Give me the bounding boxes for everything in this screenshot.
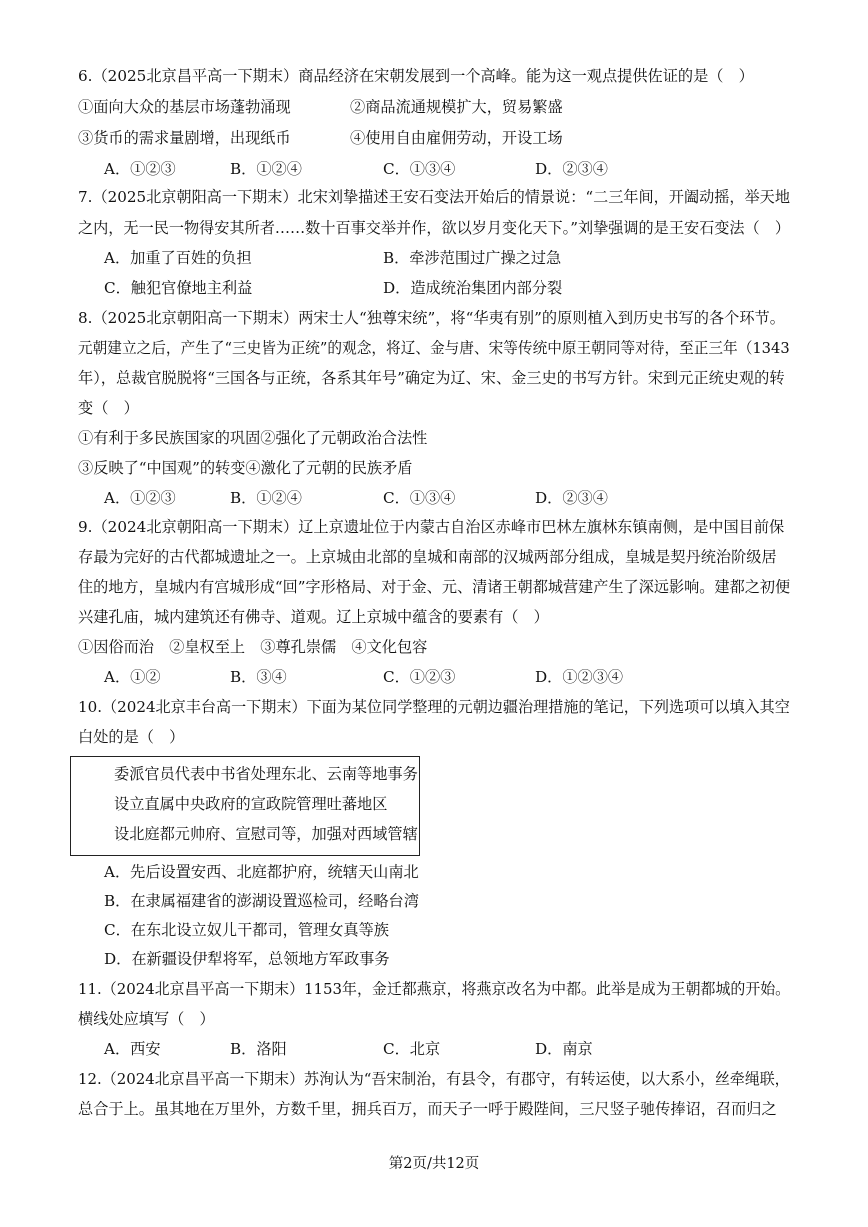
q12-stem-line-2: 总合于上。虽其地在万里外，方数千里，拥兵百万，而天子一呼于殿陛间，三尺竖子驰传捧诏，召而归之: [78, 1100, 777, 1118]
q9-items: ①因俗而治 ②皇权至上 ③尊孔崇儒 ④文化包容: [78, 638, 428, 656]
q8-option-c[interactable]: C．①③④: [383, 489, 456, 507]
q7-option-c[interactable]: C．触犯官僚地主利益: [104, 279, 253, 297]
q6-item-3: ③货币的需求量剧增，出现纸币: [78, 129, 291, 147]
q9-stem-line-2: 存最为完好的古代都城遗址之一。上京城由北部的皇城和南部的汉城两部分组成，皇城是契丹统治阶级居: [78, 548, 777, 566]
q11-option-b[interactable]: B．洛阳: [230, 1040, 287, 1058]
q6-stem: 6.（2025北京昌平高一下期末）商品经济在宋朝发展到一个高峰。能为这一观点提供佐证的是（ ）: [78, 67, 754, 85]
q8-option-b[interactable]: B．①②④: [230, 489, 302, 507]
q10-stem-line-2: 白处的是（ ）: [78, 728, 185, 746]
q10-option-a[interactable]: A．先后设置安西、北庭都护府，统辖天山南北: [104, 863, 419, 881]
q9-option-a[interactable]: A．①②: [104, 668, 161, 686]
q6-option-a[interactable]: A．①②③: [104, 160, 176, 178]
q10-note-3: 设北庭都元帅府、宣慰司等，加强对西域管辖: [114, 825, 418, 843]
q10-note-2: 设立直属中央政府的宣政院管理吐蕃地区: [114, 795, 388, 813]
q12-stem-line-1: 12.（2024北京昌平高一下期末）苏洵认为“吾宋制治，有县令，有郡守，有转运使，以大系小，丝牵绳联，: [78, 1070, 790, 1088]
q9-option-b[interactable]: B．③④: [230, 668, 287, 686]
q11-stem-line-1: 11.（2024北京昌平高一下期末）1153年，金迁都燕京，将燕京改名为中都。此举是成为王朝都城的开始。: [78, 980, 791, 998]
q7-stem-line-2: 之内，无一民一物得安其所者……数十百事交举并作，欲以岁月变化天下。”刘挚强调的是王安石变法（ ）: [78, 219, 790, 237]
q8-option-a[interactable]: A．①②③: [104, 489, 176, 507]
q6-option-b[interactable]: B．①②④: [230, 160, 302, 178]
q7-option-d[interactable]: D．造成统治集团内部分裂: [383, 279, 563, 297]
q11-stem-line-2: 横线处应填写（ ）: [78, 1010, 215, 1028]
q8-items-line-2: ③反映了“中国观”的转变④激化了元朝的民族矛盾: [78, 459, 413, 477]
q8-stem-line-2: 元朝建立之后，产生了“三史皆为正统”的观念，将辽、金与唐、宋等传统中原王朝同等对待，至正三年（1343: [78, 339, 790, 357]
page-number: 第2页/共12页: [388, 1156, 480, 1172]
q10-option-b[interactable]: B．在隶属福建省的澎湖设置巡检司，经略台湾: [104, 892, 419, 910]
q10-note-1: 委派官员代表中书省处理东北、云南等地事务: [114, 765, 418, 783]
q7-option-a[interactable]: A．加重了百姓的负担: [104, 249, 252, 267]
q7-stem-line-1: 7.（2025北京朝阳高一下期末）北宋刘挚描述王安石变法开始后的情景说：“二三年间，开阖动摇，举天地: [78, 188, 790, 206]
q9-option-d[interactable]: D．①②③④: [535, 668, 624, 686]
q8-option-d[interactable]: D．②③④: [535, 489, 608, 507]
q8-stem-line-1: 8.（2025北京朝阳高一下期末）两宋士人“独尊宋统”，将“华夷有别”的原则植入到历史书写的各个环节。: [78, 309, 785, 327]
q8-items-line-1: ①有利于多民族国家的巩固②强化了元朝政治合法性: [78, 429, 428, 447]
q6-option-c[interactable]: C．①③④: [383, 160, 456, 178]
q11-option-d[interactable]: D．南京: [535, 1040, 593, 1058]
q6-item-1: ①面向大众的基层市场蓬勃涌现: [78, 98, 291, 116]
q9-option-c[interactable]: C．①②③: [383, 668, 456, 686]
q9-stem-line-4: 兴建孔庙，城内建筑还有佛寺、道观。辽上京城中蕴含的要素有（ ）: [78, 608, 549, 626]
q8-stem-line-3: 年），总裁官脱脱将“三国各与正统，各系其年号”确定为辽、宋、金三史的书写方针。宋到元正统史观的转: [78, 369, 785, 387]
q9-stem-line-3: 住的地方，皇城内有宫城形成“回”字形格局、对于金、元、清诸王朝都城营建产生了深远影响。建都之初便: [78, 578, 791, 596]
q11-option-c[interactable]: C．北京: [383, 1040, 441, 1058]
q11-option-a[interactable]: A．西安: [104, 1040, 161, 1058]
q6-item-2: ②商品流通规模扩大，贸易繁盛: [350, 98, 563, 116]
q10-option-c[interactable]: C．在东北设立奴儿干都司，管理女真等族: [104, 921, 389, 939]
q10-option-d[interactable]: D．在新疆设伊犁将军，总领地方军政事务: [104, 950, 390, 968]
q6-option-d[interactable]: D．②③④: [535, 160, 608, 178]
q10-stem-line-1: 10.（2024北京丰台高一下期末）下面为某位同学整理的元朝边疆治理措施的笔记，下列选项可以填入其空: [78, 698, 790, 716]
q6-item-4: ④使用自由雇佣劳动，开设工场: [350, 129, 563, 147]
q7-option-b[interactable]: B．牵涉范围过广操之过急: [383, 249, 562, 267]
q9-stem-line-1: 9.（2024北京朝阳高一下期末）辽上京遗址位于内蒙古自治区赤峰市巴林左旗林东镇南侧，是中国目前保: [78, 518, 785, 536]
q8-stem-line-4: 变（ ）: [78, 399, 139, 417]
